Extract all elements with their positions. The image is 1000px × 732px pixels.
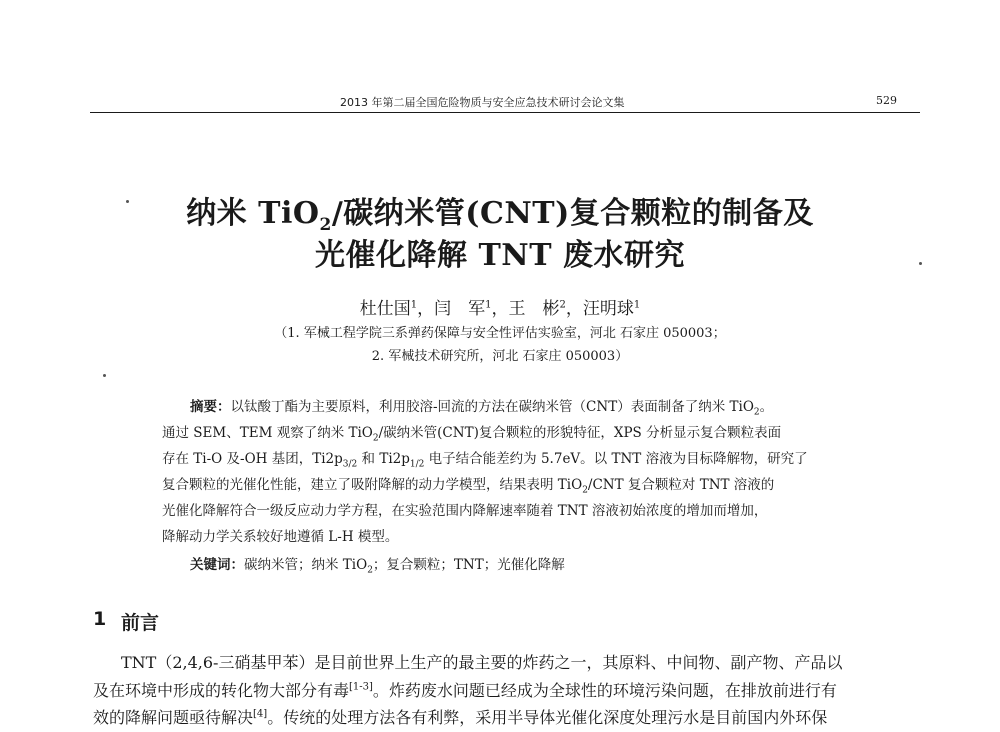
abstract-label: 摘要： bbox=[190, 399, 231, 415]
keywords-line bbox=[190, 556, 565, 580]
running-header: 2013 年第二届全国危险物质与安全应急技术研讨会论文集 bbox=[340, 96, 625, 109]
title-subscript: 2 bbox=[319, 215, 332, 235]
affiliation-line-1: （1. 军械工程学院三系弹药保障与安全性评估实验室，河北 石家庄 050003； bbox=[274, 326, 726, 341]
abstract-subscript: 2 bbox=[582, 485, 588, 496]
abstract-text: 和 Ti2p bbox=[357, 451, 410, 467]
abstract-text: /CNT 复合颗粒对 TNT 溶液的 bbox=[587, 477, 775, 493]
author-name: 闫 军 bbox=[434, 299, 486, 319]
abstract-line: 降解动力学关系较好地遵循 L-H 模型。 bbox=[162, 529, 399, 545]
abstract-line bbox=[162, 476, 774, 500]
body-text: 效的降解问题亟待解决 bbox=[93, 708, 254, 727]
author-affil-mark: 1 bbox=[485, 299, 492, 311]
keywords-text: ；复合颗粒；TNT；光催化降解 bbox=[372, 557, 565, 573]
abstract-line bbox=[190, 398, 773, 422]
abstract-line bbox=[162, 424, 781, 448]
citation-ref: [1-3] bbox=[349, 681, 373, 693]
title-part: 纳米 TiO bbox=[186, 196, 320, 231]
body-text: 。传统的处理方法各有利弊，采用半导体光催化深度处理污水是目前国内外环保 bbox=[267, 708, 828, 727]
keywords-label: 关键词： bbox=[190, 557, 244, 573]
author-affil-mark: 1 bbox=[410, 299, 418, 311]
body-text: 及在环境中形成的转化物大部分有毒 bbox=[93, 681, 350, 700]
affiliation-line-2: 2. 军械技术研究所，河北 石家庄 050003） bbox=[371, 349, 629, 364]
author-list bbox=[0, 294, 1000, 319]
abstract-text: 以钛酸丁酯为主要原料，利用胶溶-回流的方法在碳纳米管（CNT）表面制备了纳米 TiO bbox=[230, 399, 754, 415]
section-title: 前言 bbox=[121, 612, 160, 634]
header-divider bbox=[90, 112, 920, 113]
page-number: 529 bbox=[876, 94, 897, 107]
abstract-text: 存在 Ti-O 及-OH 基团，Ti2p bbox=[162, 451, 343, 467]
author-name: 杜仕国 bbox=[359, 299, 411, 319]
abstract-subscript: 3/2 bbox=[342, 459, 358, 470]
paper-title-line-2: 光催化降解 TNT 废水研究 bbox=[315, 238, 685, 273]
abstract-line bbox=[162, 450, 808, 474]
abstract-text: 通过 SEM、TEM 观察了纳米 TiO bbox=[162, 425, 373, 441]
scan-speck bbox=[103, 374, 106, 377]
scan-speck bbox=[126, 200, 129, 203]
keywords-subscript: 2 bbox=[367, 565, 373, 576]
author-separator: ， bbox=[565, 299, 583, 319]
keywords-text: 碳纳米管；纳米 TiO bbox=[244, 557, 368, 573]
section-number: 1 bbox=[93, 608, 107, 630]
body-line bbox=[93, 678, 837, 701]
author-name: 汪明球 bbox=[582, 299, 634, 319]
scan-speck bbox=[919, 262, 922, 265]
abstract-subscript: 2 bbox=[372, 433, 379, 444]
abstract-line: 光催化降解符合一级反应动力学方程，在实验范围内降解速率随着 TNT 溶液初始浓度的增加而增加， bbox=[162, 503, 768, 519]
author-affil-mark: 1 bbox=[633, 299, 641, 311]
abstract-subscript: 2 bbox=[753, 407, 760, 418]
abstract-subscript: 1/2 bbox=[409, 459, 425, 470]
paper-title-line-1 bbox=[0, 188, 1000, 235]
abstract-text: /碳纳米管(CNT)复合颗粒的形貌特征，XPS 分析显示复合颗粒表面 bbox=[378, 425, 782, 441]
author-affil-mark: 2 bbox=[559, 299, 566, 311]
body-line: TNT（2,4,6-三硝基甲苯）是目前世界上生产的最主要的炸药之一，其原料、中间物、副产物、产品以 bbox=[121, 653, 843, 672]
author-separator: ， bbox=[491, 299, 509, 319]
title-part: /碳纳米管(CNT)复合颗粒的制备及 bbox=[331, 196, 814, 231]
abstract-text: 。 bbox=[759, 399, 774, 415]
author-separator: ， bbox=[417, 299, 435, 319]
author-name: 王 彬 bbox=[508, 299, 560, 319]
body-line bbox=[93, 705, 827, 728]
abstract-text: 复合颗粒的光催化性能，建立了吸附降解的动力学模型，结果表明 TiO bbox=[162, 477, 583, 493]
abstract-text: 电子结合能差约为 5.7eV。以 TNT 溶液为目标降解物，研究了 bbox=[424, 451, 808, 467]
citation-ref: [4] bbox=[253, 708, 268, 720]
body-text: 。炸药废水问题已经成为全球性的环境污染问题，在排放前进行有 bbox=[372, 681, 837, 700]
